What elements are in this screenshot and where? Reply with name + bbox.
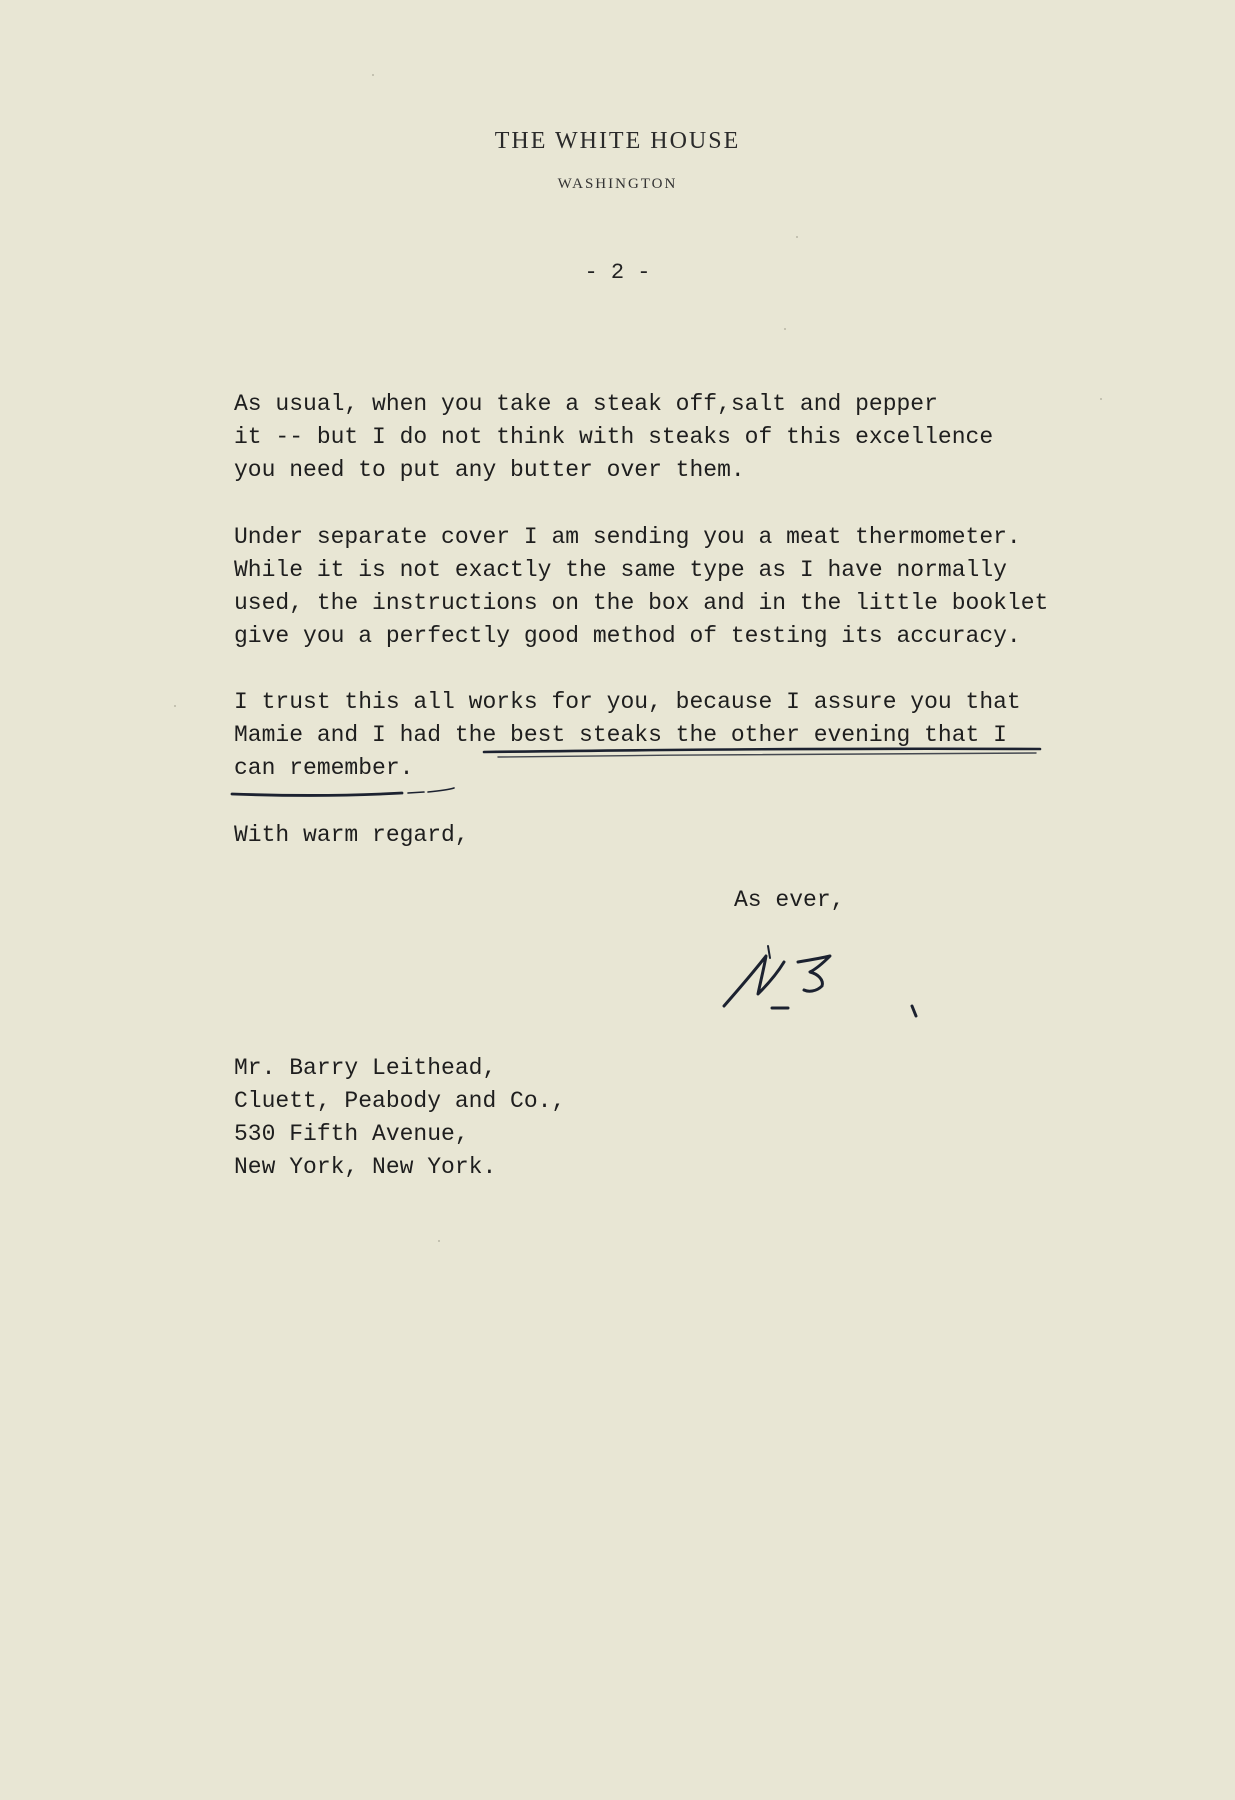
body-paragraph: I trust this all works for you, because I assure you that Mamie and I had the best steaks the other evening that I can remember. — [234, 689, 1021, 781]
body-paragraph: As usual, when you take a steak off,salt and pepper it -- but I do not think with steaks of this excellence you need to put any butter over them. — [234, 391, 994, 483]
recipient-address: Mr. Barry Leithead, Cluett, Peabody and Co., 530 Fifth Avenue, New York, New York. — [234, 1055, 566, 1180]
paper-speck — [784, 328, 786, 330]
paper-speck — [372, 74, 374, 76]
warm-regard-line: With warm regard, — [234, 822, 469, 848]
closing-line: As ever, — [734, 887, 845, 913]
paper-speck — [1100, 398, 1102, 400]
paper-speck — [438, 1240, 440, 1242]
paper-speck — [174, 705, 176, 707]
handwritten-signature — [716, 924, 926, 1024]
letterhead-title: THE WHITE HOUSE — [494, 128, 741, 154]
page-number: - 2 - — [584, 260, 651, 285]
letterhead-city: WASHINGTON — [557, 176, 678, 192]
handwritten-underline — [228, 744, 1068, 804]
paper-speck — [796, 236, 798, 238]
body-paragraph: Under separate cover I am sending you a meat thermometer. While it is not exactly the same type as I have normally used, the instructions on the box and in the little booklet give you a perfectly good method of testing its accuracy. — [234, 524, 1049, 649]
